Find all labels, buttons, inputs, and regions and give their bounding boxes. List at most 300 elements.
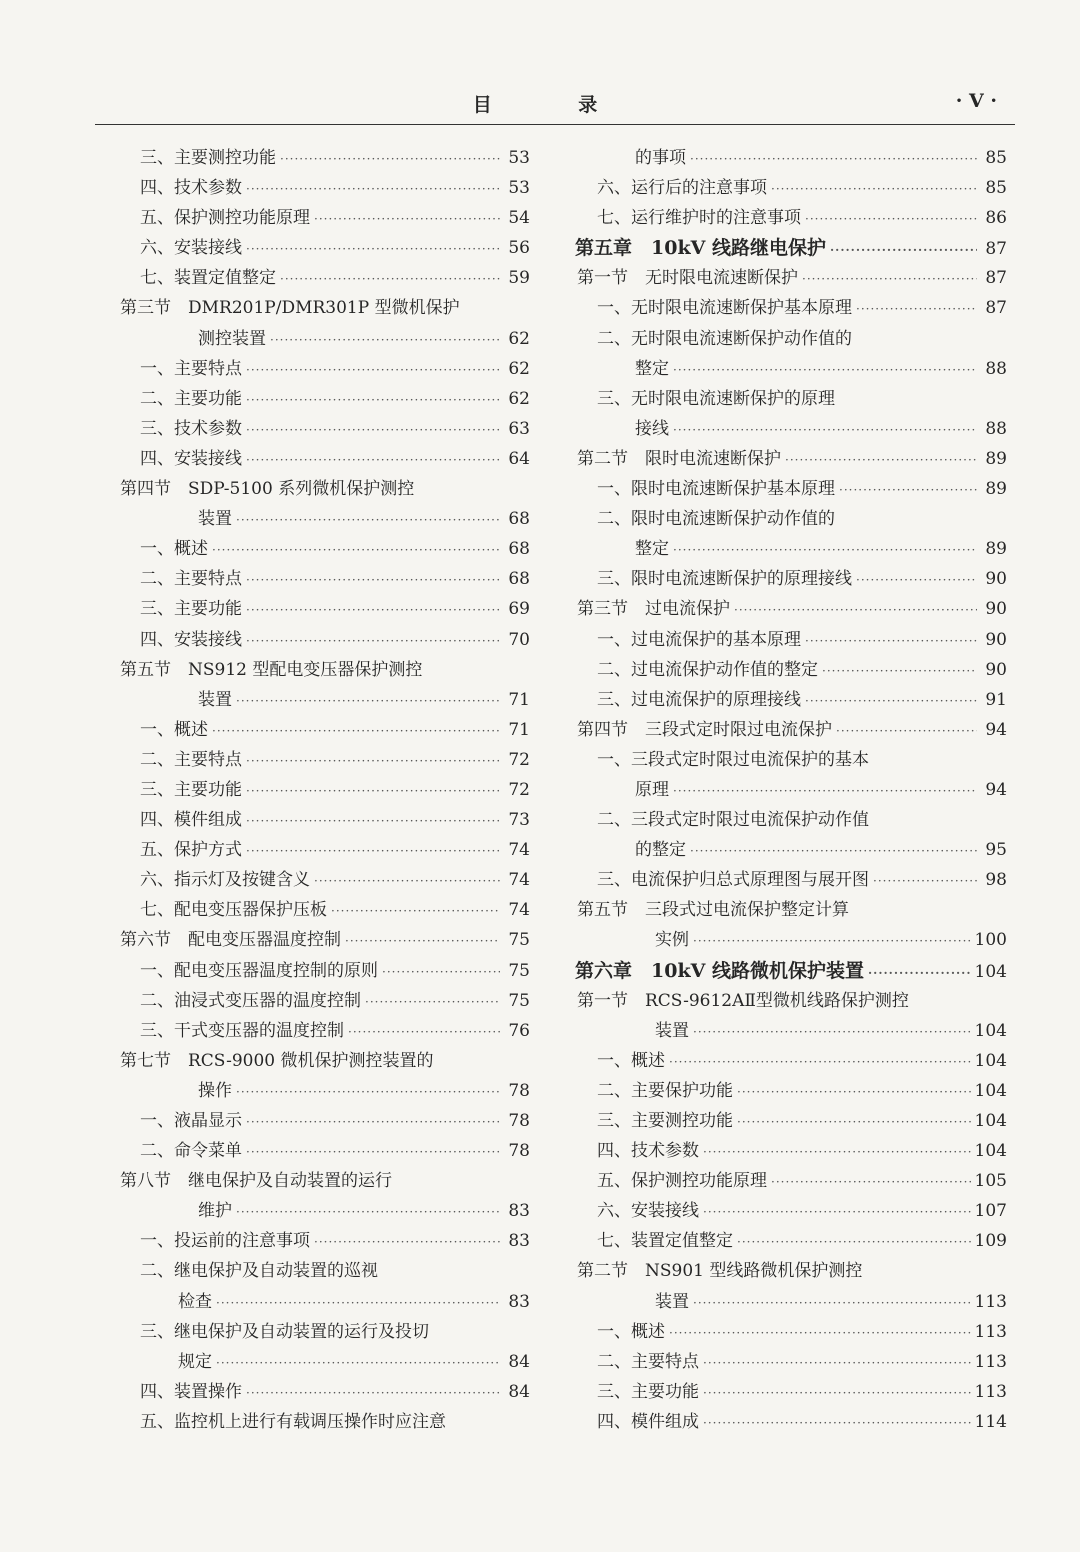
toc-entry-title: 五、保护方式 bbox=[140, 840, 242, 861]
toc-page-number: 94 bbox=[985, 719, 1007, 740]
toc-entry-title: 三、主要功能 bbox=[140, 779, 242, 800]
toc-entry-title: 一、主要特点 bbox=[140, 358, 242, 379]
toc-leader-dots bbox=[771, 174, 977, 204]
toc-leader-dots bbox=[830, 235, 977, 265]
toc-page-number: 85 bbox=[985, 148, 1007, 168]
toc-entry bbox=[118, 534, 530, 564]
toc-entry-title: 的整定 bbox=[635, 840, 686, 861]
toc-entry-title: 操作 bbox=[198, 1080, 232, 1101]
toc-leader-dots bbox=[236, 686, 500, 716]
toc-entry-title: 测控装置 bbox=[198, 328, 266, 349]
toc-entry-title: 一、概述 bbox=[140, 539, 208, 560]
toc-leader-dots bbox=[693, 926, 971, 956]
toc-leader-dots bbox=[673, 776, 977, 806]
toc-entry-title: 实例 bbox=[655, 930, 689, 951]
toc-entry-title: 四、装置操作 bbox=[140, 1381, 242, 1402]
toc-leader-dots bbox=[693, 1017, 971, 1047]
toc-entry-title: 二、命令菜单 bbox=[140, 1141, 242, 1162]
toc-leader-dots bbox=[246, 415, 500, 445]
toc-leader-dots bbox=[669, 1318, 971, 1348]
toc-entry bbox=[118, 1377, 530, 1407]
toc-entry-title: 第四节 SDP-5100 系列微机保护测控 bbox=[120, 479, 415, 500]
toc-leader-dots bbox=[212, 716, 500, 746]
toc-page-number: 72 bbox=[508, 779, 530, 800]
toc-entry bbox=[575, 1317, 1007, 1347]
toc-entry-title: 整定 bbox=[635, 539, 669, 560]
toc-entry bbox=[118, 594, 530, 624]
toc-leader-dots bbox=[246, 1107, 500, 1137]
toc-entry-title: 第二节 NS901 型线路微机保护测控 bbox=[577, 1261, 863, 1282]
toc-entry bbox=[575, 173, 1007, 203]
header-title: 目 录 bbox=[472, 94, 638, 116]
toc-entry-title: 二、主要保护功能 bbox=[597, 1080, 733, 1101]
toc-leader-dots bbox=[703, 1137, 971, 1167]
toc-page-number: 68 bbox=[508, 509, 530, 530]
toc-page-number: 88 bbox=[985, 418, 1007, 439]
toc-entry bbox=[575, 384, 1007, 414]
toc-entry-title: 一、概述 bbox=[140, 719, 208, 740]
toc-entry-title: 三、电流保护归总式原理图与展开图 bbox=[597, 870, 869, 891]
toc-leader-dots bbox=[673, 535, 977, 565]
toc-page-number: 53 bbox=[508, 178, 530, 199]
toc-entry-title: 一、限时电流速断保护基本原理 bbox=[597, 479, 835, 500]
toc-entry-title: 二、主要特点 bbox=[597, 1351, 699, 1372]
toc-page-number: 68 bbox=[508, 569, 530, 590]
toc-page-number: 62 bbox=[508, 328, 530, 349]
toc-entry bbox=[575, 324, 1007, 354]
toc-page-number: 100 bbox=[974, 930, 1007, 951]
toc-page-number: 78 bbox=[508, 1111, 530, 1131]
toc-page-number: 104 bbox=[974, 1141, 1007, 1162]
toc-leader-dots bbox=[856, 565, 977, 595]
toc-section-entry bbox=[118, 474, 530, 504]
toc-leader-dots bbox=[839, 475, 977, 505]
toc-entry bbox=[118, 1256, 530, 1286]
toc-leader-dots bbox=[836, 716, 977, 746]
toc-section-entry bbox=[118, 293, 530, 323]
toc-leader-dots bbox=[246, 565, 500, 595]
toc-entry bbox=[575, 655, 1007, 685]
toc-leader-dots bbox=[331, 896, 500, 926]
toc-entry bbox=[118, 745, 530, 775]
toc-page-number: 75 bbox=[508, 990, 530, 1011]
toc-entry-title: 三、技术参数 bbox=[140, 418, 242, 439]
toc-page-number: 91 bbox=[985, 689, 1007, 710]
toc-entry bbox=[118, 564, 530, 594]
toc-entry-title: 第六章 10kV 线路微机保护装置 bbox=[575, 959, 864, 982]
toc-section-entry bbox=[118, 925, 530, 955]
toc-section-entry bbox=[575, 594, 1007, 624]
toc-entry-title: 整定 bbox=[635, 358, 669, 379]
toc-entry bbox=[118, 504, 530, 534]
toc-leader-dots bbox=[246, 1378, 500, 1408]
toc-leader-dots bbox=[348, 1017, 500, 1047]
toc-section-entry bbox=[575, 263, 1007, 293]
toc-entry bbox=[118, 263, 530, 293]
toc-section-entry bbox=[575, 1256, 1007, 1286]
toc-page-number: 84 bbox=[508, 1351, 530, 1372]
toc-entry bbox=[575, 1196, 1007, 1226]
toc-entry bbox=[575, 745, 1007, 775]
toc-entry-title: 第三节 DMR201P/DMR301P 型微机保护 bbox=[120, 298, 460, 319]
toc-leader-dots bbox=[690, 144, 977, 174]
toc-leader-dots bbox=[246, 355, 500, 385]
toc-leader-dots bbox=[703, 1197, 971, 1227]
toc-leader-dots bbox=[669, 1047, 971, 1077]
toc-entry bbox=[575, 1287, 1007, 1317]
toc-entry-title: 一、概述 bbox=[597, 1050, 665, 1071]
toc-page-number: 53 bbox=[508, 148, 530, 168]
toc-page-number: 109 bbox=[974, 1231, 1007, 1252]
toc-entry bbox=[118, 233, 530, 263]
toc-leader-dots bbox=[246, 385, 500, 415]
toc-page-number: 88 bbox=[985, 358, 1007, 379]
toc-entry bbox=[575, 534, 1007, 564]
toc-section-entry bbox=[575, 444, 1007, 474]
toc-entry-title: 原理 bbox=[635, 779, 669, 800]
toc-page-number: 95 bbox=[985, 840, 1007, 861]
toc-entry bbox=[118, 1016, 530, 1046]
toc-entry bbox=[575, 1016, 1007, 1046]
toc-entry-title: 七、配电变压器保护压板 bbox=[140, 900, 327, 921]
toc-entry-title: 装置 bbox=[198, 509, 232, 530]
toc-entry bbox=[118, 715, 530, 745]
toc-entry bbox=[575, 1377, 1007, 1407]
toc-leader-dots bbox=[673, 355, 977, 385]
toc-page-number: 68 bbox=[508, 539, 530, 560]
toc-entry bbox=[575, 625, 1007, 655]
toc-page-number: 113 bbox=[974, 1291, 1007, 1312]
toc-page-number: 78 bbox=[508, 1141, 530, 1162]
toc-entry bbox=[575, 865, 1007, 895]
toc-entry-title: 六、指示灯及按键含义 bbox=[140, 870, 310, 891]
toc-page-number: 104 bbox=[974, 1050, 1007, 1071]
toc-page-number: 71 bbox=[508, 719, 530, 740]
toc-leader-dots bbox=[805, 626, 977, 656]
toc-leader-dots bbox=[345, 926, 500, 956]
toc-page-number: 104 bbox=[974, 1111, 1007, 1131]
toc-entry bbox=[118, 835, 530, 865]
toc-entry bbox=[575, 1046, 1007, 1076]
toc-page-number: 56 bbox=[508, 238, 530, 259]
toc-page-number: 71 bbox=[508, 689, 530, 710]
toc-page-number: 89 bbox=[985, 479, 1007, 500]
toc-entry bbox=[118, 384, 530, 414]
toc-entry-title: 检查 bbox=[178, 1291, 212, 1312]
toc-entry bbox=[575, 564, 1007, 594]
toc-entry bbox=[118, 1106, 530, 1136]
toc-entry-title: 三、干式变压器的温度控制 bbox=[140, 1020, 344, 1041]
toc-section-entry bbox=[575, 895, 1007, 925]
toc-entry bbox=[575, 1076, 1007, 1106]
toc-page-number: 62 bbox=[508, 388, 530, 409]
toc-entry-title: 六、安装接线 bbox=[597, 1201, 699, 1222]
toc-page-number: 69 bbox=[508, 599, 530, 620]
toc-leader-dots bbox=[314, 866, 500, 896]
toc-leader-dots bbox=[703, 1378, 971, 1408]
toc-page-number: 104 bbox=[974, 1020, 1007, 1041]
toc-leader-dots bbox=[805, 204, 977, 234]
toc-page-number: 87 bbox=[985, 268, 1007, 289]
toc-leader-dots bbox=[873, 866, 977, 896]
toc-entry-title: 七、装置定值整定 bbox=[140, 268, 276, 289]
toc-page-number: 87 bbox=[985, 298, 1007, 319]
header-page-number: · V · bbox=[955, 90, 997, 112]
toc-entry bbox=[575, 1136, 1007, 1166]
toc-leader-dots bbox=[246, 626, 500, 656]
toc-section-entry bbox=[575, 986, 1007, 1016]
toc-page-number: 90 bbox=[985, 569, 1007, 590]
toc-entry bbox=[575, 504, 1007, 534]
toc-entry-title: 第六节 配电变压器温度控制 bbox=[120, 930, 341, 951]
toc-leader-dots bbox=[802, 264, 977, 294]
toc-entry bbox=[118, 414, 530, 444]
toc-page-number: 107 bbox=[974, 1201, 1007, 1222]
toc-leader-dots bbox=[737, 1077, 971, 1107]
toc-entry bbox=[118, 1407, 530, 1437]
toc-page-number: 64 bbox=[508, 448, 530, 469]
toc-entry-title: 第五节 NS912 型配电变压器保护测控 bbox=[120, 659, 423, 680]
toc-section-entry bbox=[118, 655, 530, 685]
toc-leader-dots bbox=[246, 174, 500, 204]
toc-entry bbox=[118, 1347, 530, 1377]
toc-entry-title: 一、过电流保护的基本原理 bbox=[597, 629, 801, 650]
toc-page-number: 85 bbox=[985, 178, 1007, 199]
toc-entry-title: 二、继电保护及自动装置的巡视 bbox=[140, 1261, 378, 1282]
toc-page-number: 73 bbox=[508, 810, 530, 831]
toc-entry bbox=[118, 354, 530, 384]
toc-leader-dots bbox=[805, 686, 977, 716]
toc-entry bbox=[118, 1196, 530, 1226]
toc-entry bbox=[575, 414, 1007, 444]
toc-entry bbox=[575, 1226, 1007, 1256]
toc-entry bbox=[575, 293, 1007, 323]
toc-entry-title: 二、无时限电流速断保护动作值的 bbox=[597, 328, 852, 349]
toc-entry bbox=[575, 835, 1007, 865]
toc-leader-dots bbox=[314, 204, 500, 234]
toc-leader-dots bbox=[693, 1288, 971, 1318]
toc-leader-dots bbox=[236, 1197, 500, 1227]
toc-leader-dots bbox=[236, 1077, 500, 1107]
toc-leader-dots bbox=[365, 987, 500, 1017]
toc-entry-title: 装置 bbox=[655, 1020, 689, 1041]
toc-leader-dots bbox=[246, 445, 500, 475]
toc-section-entry bbox=[575, 715, 1007, 745]
toc-leader-dots bbox=[246, 806, 500, 836]
toc-entry bbox=[575, 1347, 1007, 1377]
toc-entry-title: 一、无时限电流速断保护基本原理 bbox=[597, 298, 852, 319]
toc-page-number: 74 bbox=[508, 900, 530, 921]
toc-chapter-entry bbox=[575, 956, 1007, 986]
page-header bbox=[95, 88, 1015, 122]
toc-page-number: 75 bbox=[508, 930, 530, 951]
toc-leader-dots bbox=[737, 1227, 971, 1257]
toc-leader-dots bbox=[246, 234, 500, 264]
toc-leader-dots bbox=[246, 1137, 500, 1167]
toc-leader-dots bbox=[734, 595, 977, 625]
toc-entry bbox=[575, 474, 1007, 504]
toc-page-number: 84 bbox=[508, 1381, 530, 1402]
toc-entry-title: 二、限时电流速断保护动作值的 bbox=[597, 509, 835, 530]
toc-leader-dots bbox=[868, 958, 971, 988]
toc-entry-title: 一、三段式定时限过电流保护的基本 bbox=[597, 749, 869, 770]
toc-entry-title: 三、继电保护及自动装置的运行及投切 bbox=[140, 1321, 429, 1342]
toc-entry-title: 第一节 RCS-9612AⅡ型微机线路保护测控 bbox=[577, 990, 909, 1011]
toc-entry-title: 二、主要功能 bbox=[140, 388, 242, 409]
toc-entry-title: 七、运行维护时的注意事项 bbox=[597, 208, 801, 229]
toc-page-number: 113 bbox=[974, 1351, 1007, 1372]
toc-entry bbox=[118, 203, 530, 233]
toc-entry bbox=[575, 1407, 1007, 1437]
toc-leader-dots bbox=[212, 535, 500, 565]
header-rule bbox=[95, 124, 1015, 125]
toc-entry bbox=[118, 1226, 530, 1256]
toc-page-number: 59 bbox=[508, 268, 530, 289]
toc-entry-title: 四、技术参数 bbox=[140, 178, 242, 199]
toc-entry bbox=[118, 1136, 530, 1166]
toc-page-number: 74 bbox=[508, 870, 530, 891]
toc-entry bbox=[118, 625, 530, 655]
toc-page-number: 83 bbox=[508, 1291, 530, 1312]
toc-entry-title: 装置 bbox=[655, 1291, 689, 1312]
toc-leader-dots bbox=[246, 595, 500, 625]
toc-entry bbox=[118, 1317, 530, 1347]
toc-entry-title: 一、概述 bbox=[597, 1321, 665, 1342]
toc-leader-dots bbox=[280, 144, 500, 174]
toc-entry-title: 维护 bbox=[198, 1201, 232, 1222]
toc-entry-title: 第五节 三段式过电流保护整定计算 bbox=[577, 900, 849, 921]
toc-page-number: 114 bbox=[974, 1411, 1007, 1432]
toc-entry-title: 四、模件组成 bbox=[597, 1411, 699, 1432]
toc-page-number: 54 bbox=[508, 208, 530, 229]
toc-entry bbox=[575, 775, 1007, 805]
toc-entry-title: 一、液晶显示 bbox=[140, 1111, 242, 1131]
toc-page-number: 104 bbox=[974, 1080, 1007, 1101]
toc-leader-dots bbox=[822, 656, 977, 686]
toc-page-number: 89 bbox=[985, 448, 1007, 469]
toc-page-number: 78 bbox=[508, 1080, 530, 1101]
toc-entry-title: 第一节 无时限电流速断保护 bbox=[577, 268, 798, 289]
toc-entry-title: 四、安装接线 bbox=[140, 629, 242, 650]
toc-entry-title: 二、过电流保护动作值的整定 bbox=[597, 659, 818, 680]
toc-leader-dots bbox=[216, 1348, 500, 1378]
toc-leader-dots bbox=[246, 836, 500, 866]
toc-entry bbox=[118, 865, 530, 895]
toc-page-number: 76 bbox=[508, 1020, 530, 1041]
toc-page-number: 83 bbox=[508, 1231, 530, 1252]
toc-entry bbox=[118, 895, 530, 925]
toc-leader-dots bbox=[216, 1288, 500, 1318]
toc-entry bbox=[118, 685, 530, 715]
toc-page-number: 90 bbox=[985, 629, 1007, 650]
toc-entry-title: 三、过电流保护的原理接线 bbox=[597, 689, 801, 710]
toc-leader-dots bbox=[690, 836, 977, 866]
toc-page-number: 86 bbox=[985, 208, 1007, 229]
toc-leader-dots bbox=[280, 264, 500, 294]
toc-leader-dots bbox=[856, 294, 977, 324]
toc-page-number: 113 bbox=[974, 1381, 1007, 1402]
toc-entry-title: 一、投运前的注意事项 bbox=[140, 1231, 310, 1252]
toc-left-column bbox=[118, 143, 530, 1437]
toc-entry-title: 五、保护测控功能原理 bbox=[140, 208, 310, 229]
toc-entry-title: 七、装置定值整定 bbox=[597, 1231, 733, 1252]
toc-entry bbox=[118, 1287, 530, 1317]
toc-entry-title: 二、油浸式变压器的温度控制 bbox=[140, 990, 361, 1011]
toc-leader-dots bbox=[314, 1227, 500, 1257]
toc-entry bbox=[575, 925, 1007, 955]
toc-section-entry bbox=[118, 1166, 530, 1196]
toc-entry-title: 第七节 RCS-9000 微机保护测控装置的 bbox=[120, 1050, 434, 1071]
toc-entry bbox=[118, 173, 530, 203]
toc-leader-dots bbox=[382, 957, 500, 987]
toc-entry bbox=[575, 685, 1007, 715]
toc-entry-title: 三、主要测控功能 bbox=[597, 1111, 733, 1131]
toc-entry bbox=[118, 956, 530, 986]
toc-entry bbox=[575, 1106, 1007, 1136]
toc-entry-title: 装置 bbox=[198, 689, 232, 710]
toc-entry bbox=[118, 1076, 530, 1106]
toc-leader-dots bbox=[246, 746, 500, 776]
toc-entry bbox=[118, 986, 530, 1016]
toc-leader-dots bbox=[270, 325, 500, 355]
toc-page-number: 104 bbox=[974, 961, 1007, 982]
toc-entry-title: 四、模件组成 bbox=[140, 810, 242, 831]
toc-entry-title: 第三节 过电流保护 bbox=[577, 599, 730, 620]
toc-page-number: 90 bbox=[985, 599, 1007, 620]
toc-page-number: 74 bbox=[508, 840, 530, 861]
toc-page-number: 94 bbox=[985, 779, 1007, 800]
toc-entry-title: 规定 bbox=[178, 1351, 212, 1372]
toc-entry-title: 第四节 三段式定时限过电流保护 bbox=[577, 719, 832, 740]
toc-leader-dots bbox=[236, 505, 500, 535]
toc-leader-dots bbox=[737, 1107, 971, 1137]
toc-entry-title: 二、主要特点 bbox=[140, 569, 242, 590]
toc-entry-title: 六、安装接线 bbox=[140, 238, 242, 259]
toc-entry bbox=[118, 805, 530, 835]
toc-entry bbox=[575, 203, 1007, 233]
toc-entry bbox=[575, 143, 1007, 173]
toc-page-number: 62 bbox=[508, 358, 530, 379]
toc-entry bbox=[118, 143, 530, 173]
toc-entry-title: 四、安装接线 bbox=[140, 448, 242, 469]
toc-leader-dots bbox=[703, 1408, 971, 1438]
toc-entry-title: 接线 bbox=[635, 418, 669, 439]
toc-page-number: 70 bbox=[508, 629, 530, 650]
toc-section-entry bbox=[118, 1046, 530, 1076]
toc-page-number: 87 bbox=[985, 239, 1007, 260]
toc-entry-title: 五、保护测控功能原理 bbox=[597, 1171, 767, 1192]
toc-page-number: 72 bbox=[508, 749, 530, 770]
toc-page-number: 89 bbox=[985, 539, 1007, 560]
toc-entry bbox=[118, 444, 530, 474]
toc-leader-dots bbox=[673, 415, 977, 445]
toc-leader-dots bbox=[771, 1167, 971, 1197]
toc-page-number: 98 bbox=[985, 870, 1007, 891]
toc-entry-title: 六、运行后的注意事项 bbox=[597, 178, 767, 199]
toc-entry-title: 三、主要功能 bbox=[140, 599, 242, 620]
toc-entry-title: 三、主要功能 bbox=[597, 1381, 699, 1402]
toc-entry-title: 四、技术参数 bbox=[597, 1141, 699, 1162]
toc-leader-dots bbox=[785, 445, 977, 475]
toc-entry-title: 的事项 bbox=[635, 148, 686, 168]
toc-entry-title: 三、无时限电流速断保护的原理 bbox=[597, 388, 835, 409]
toc-entry-title: 第五章 10kV 线路继电保护 bbox=[575, 237, 826, 260]
toc-page-number: 63 bbox=[508, 418, 530, 439]
toc-entry-title: 第八节 继电保护及自动装置的运行 bbox=[120, 1171, 392, 1192]
toc-page-number: 113 bbox=[974, 1321, 1007, 1342]
toc-entry bbox=[575, 805, 1007, 835]
toc-entry-title: 三、限时电流速断保护的原理接线 bbox=[597, 569, 852, 590]
